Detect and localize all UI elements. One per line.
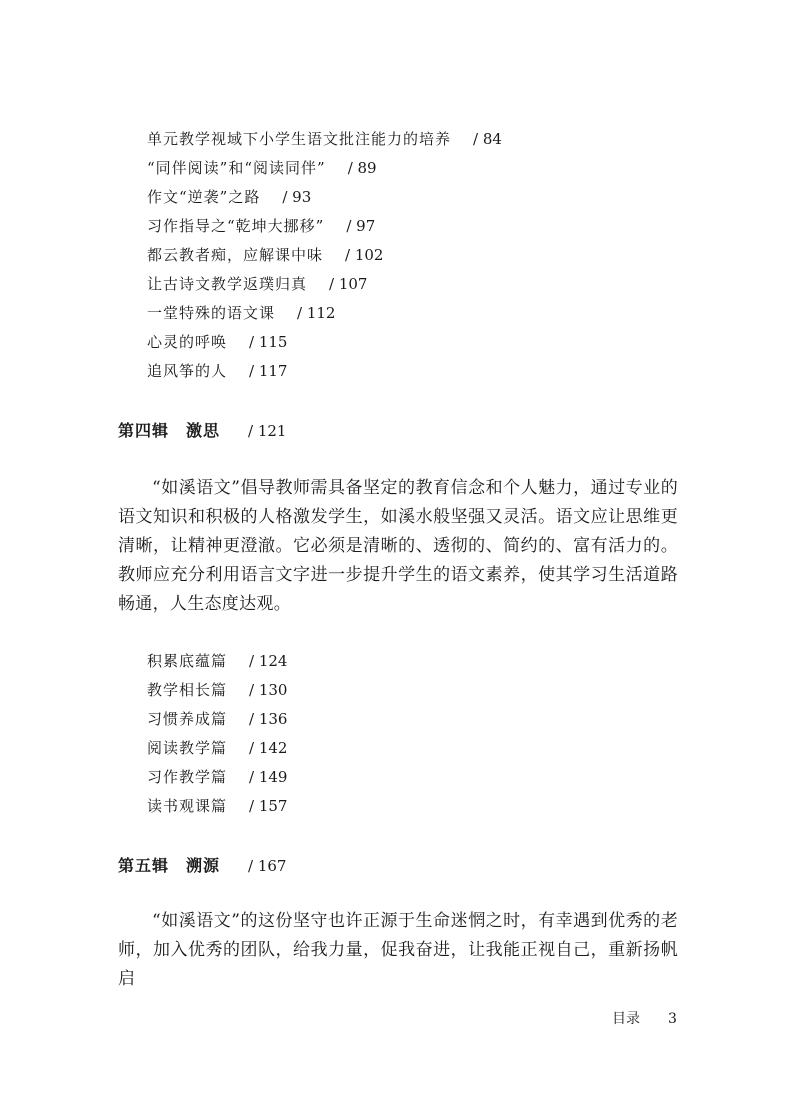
toc-entry-title: 积累底蕴篇 <box>147 652 228 670</box>
toc-entry-page: / 84 <box>473 130 502 148</box>
toc-list-chapter-3 <box>147 125 502 386</box>
toc-entry-title: 单元教学视域下小学生语文批注能力的培养 <box>147 130 452 148</box>
toc-entry[interactable] <box>147 734 287 763</box>
toc-entry[interactable] <box>147 212 502 241</box>
toc-entry-page: / 149 <box>249 768 288 786</box>
toc-entry[interactable] <box>147 705 287 734</box>
toc-entry-title: 心灵的呼唤 <box>147 333 228 351</box>
toc-entry-page: / 89 <box>347 159 377 177</box>
toc-entry-page: / 136 <box>249 710 288 728</box>
section-heading-5[interactable] <box>118 853 286 876</box>
toc-entry[interactable] <box>147 270 502 299</box>
toc-entry-title: 作文“逆袭”之路 <box>147 188 261 206</box>
toc-entry-title: 阅读教学篇 <box>147 739 228 757</box>
toc-entry-title: 读书观课篇 <box>147 797 228 815</box>
toc-entry-page: / 130 <box>249 681 288 699</box>
section-5-intro-paragraph: “如溪语文”的这份坚守也许正源于生命迷惘之时，有幸遇到优秀的老师，加入优秀的团队，给我力量，促我奋进，让我能正视自己，重新扬帆启 <box>118 911 678 989</box>
toc-entry-page: / 142 <box>249 739 288 757</box>
toc-entry-page: / 97 <box>346 217 376 235</box>
toc-entry-title: 一堂特殊的语文课 <box>147 304 276 322</box>
toc-entry-title: 让古诗文教学返璞归真 <box>147 275 308 293</box>
toc-entry[interactable] <box>147 792 287 821</box>
toc-entry[interactable] <box>147 299 502 328</box>
toc-entry[interactable] <box>147 154 502 183</box>
toc-entry-page: / 102 <box>345 246 384 264</box>
toc-entry-page: / 157 <box>249 797 288 815</box>
toc-entry-title: “同伴阅读”和“阅读同伴” <box>147 159 326 177</box>
toc-entry-page: / 124 <box>249 652 288 670</box>
toc-list-section-4 <box>147 647 287 821</box>
toc-entry-page: / 115 <box>249 333 288 351</box>
toc-entry[interactable] <box>147 241 502 270</box>
toc-entry-title: 习惯养成篇 <box>147 710 228 728</box>
toc-entry-page: / 107 <box>329 275 368 293</box>
page-number: 3 <box>668 1011 677 1027</box>
section-title: 第四辑 激思 <box>118 421 221 440</box>
toc-entry[interactable] <box>147 763 287 792</box>
toc-entry-title: 习作指导之“乾坤大挪移” <box>147 217 325 235</box>
toc-entry-title: 追风筝的人 <box>147 362 228 380</box>
toc-entry-page: / 112 <box>297 304 336 322</box>
toc-entry[interactable] <box>147 676 287 705</box>
section-heading-4[interactable] <box>118 418 286 441</box>
toc-entry-page: / 117 <box>249 362 288 380</box>
footer-label: 目录 <box>612 1011 640 1027</box>
toc-entry-title: 教学相长篇 <box>147 681 228 699</box>
toc-entry[interactable] <box>147 328 502 357</box>
toc-entry-title: 都云教者痴，应解课中味 <box>147 246 324 264</box>
toc-entry[interactable] <box>147 183 502 212</box>
section-title: 第五辑 溯源 <box>118 856 221 875</box>
toc-entry[interactable] <box>147 647 287 676</box>
section-page: / 167 <box>248 857 287 875</box>
section-4-intro-paragraph: “如溪语文”倡导教师需具备坚定的教育信念和个人魅力，通过专业的语文知识和积极的人格激发学生，如溪水般坚强又灵活。语文应让思维更清晰，让精神更澄澈。它必须是清晰的、透彻的、简约的、富有活力的。教师应充分利用语言文字进一步提升学生的语文素养，使其学习生活道路畅通，人生态度达观。 <box>118 478 678 614</box>
section-page: / 121 <box>248 422 287 440</box>
toc-entry-page: / 93 <box>282 188 312 206</box>
page-footer <box>612 1008 677 1028</box>
toc-entry[interactable] <box>147 357 502 386</box>
toc-entry-title: 习作教学篇 <box>147 768 228 786</box>
toc-entry[interactable] <box>147 125 502 154</box>
